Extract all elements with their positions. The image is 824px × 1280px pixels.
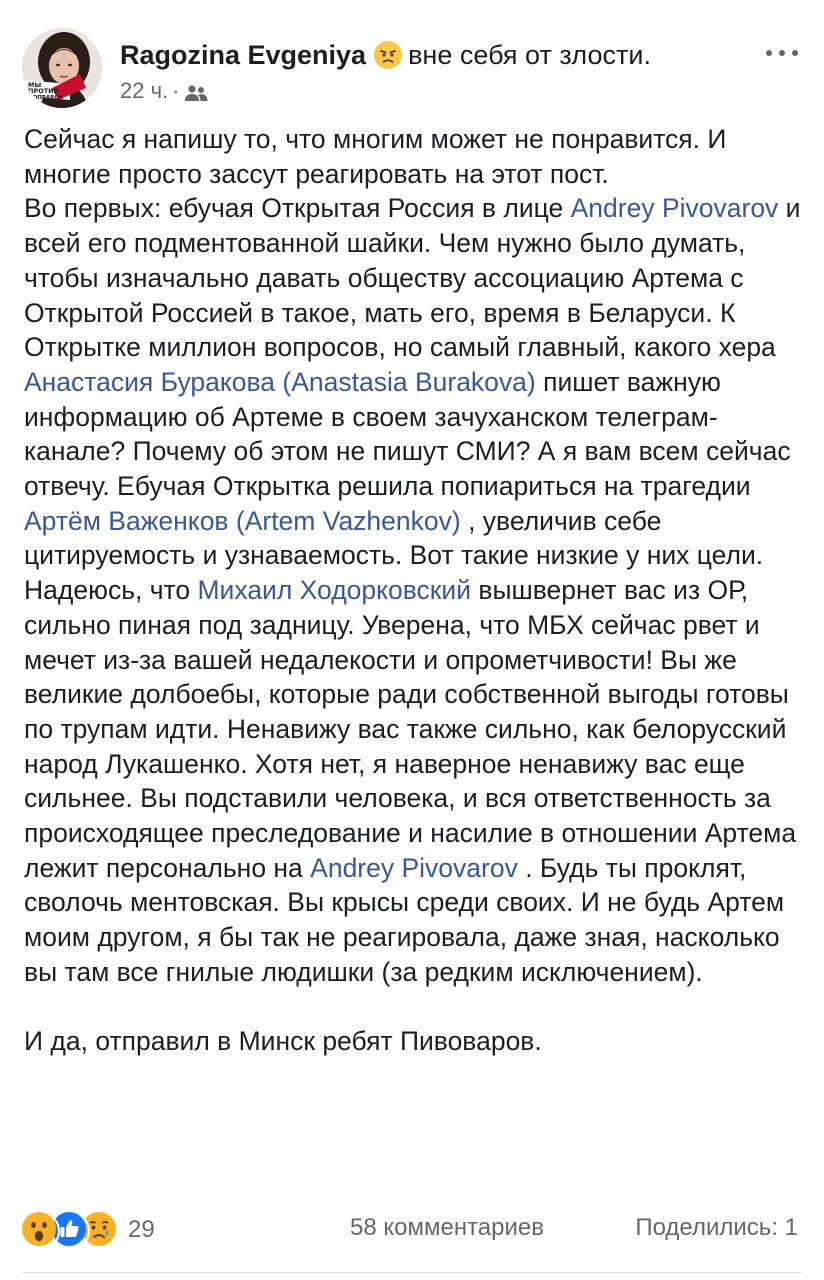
shares-count-link[interactable]: Поделились: 1 (635, 1214, 798, 1241)
post-text-segment: вышвернет вас из ОР, сильно пиная под задницу. Уверена, что МБХ сейчас рвет и мечет из-за вашей недалекости и опрометчивости! Вы же великие долбоебы, которые ради собственной выгоды готовы по трупам идти. Ненавижу вас также сильно, как белорусский народ Лукашенко. Хотя нет, я наверное ненавижу вас еще сильнее. Вы подставили человека, и вся ответственность за происходящее преследование и насилие в отношении Артема лежит персонально на (24, 575, 797, 883)
avatar-image (22, 28, 102, 108)
post-text-segment: Сейчас я напишу то, что многим может не понравится. И многие просто зассут реагировать на этот пост. (24, 124, 727, 189)
post-paragraph (24, 1024, 804, 1059)
post-text-segment: пишет важную информацию об Артеме в своем зачуханском телеграм-канале? Почему об этом не пишут СМИ? А я вам всем сейчас отвечу. Ебучая Открытка решила попиариться на трагедии (24, 366, 791, 502)
mention-link[interactable]: Артём Важенков (Artem Vazhenkov) (24, 505, 461, 536)
mention-link[interactable]: Andrey Pivovarov (310, 852, 518, 883)
post-time[interactable]: 22 ч. (120, 78, 169, 103)
avatar[interactable] (22, 28, 102, 108)
more-options-button[interactable] (764, 42, 800, 62)
more-dot-icon (766, 50, 772, 56)
post-header (22, 28, 802, 108)
angry-emoji-icon (374, 41, 402, 69)
post-meta (120, 78, 208, 108)
friends-icon[interactable] (184, 82, 208, 108)
avatar-badge-line-1: МЫ (28, 81, 42, 89)
wow-reaction-icon (22, 1212, 60, 1250)
post-text-segment: , увеличив себе цитируемость и узнаваемость. Вот такие низкие у них цели. Надеюсь, что (24, 505, 764, 606)
mention-link[interactable]: Анастасия Буракова (Anastasia Burakova) (24, 366, 536, 397)
post-text-segment: . Будь ты проклят, сволочь ментовская. Вы крысы среди своих. И не будь Артем моим другом, я бы так не реагировала, даже зная, насколько вы там все гнилые людишки (за редким исключением). (24, 852, 785, 987)
post-text-segment: и всей его подментованной шайки. Чем нужно было думать, чтобы изначально давать обществу ассоциацию Артема с Открытой Россией в такое, мать его, время в Беларуси. К Открытке миллион вопросов, но самый главный, какого хера (24, 193, 801, 363)
reaction-count[interactable]: 29 (128, 1216, 155, 1243)
post-text (24, 122, 804, 1059)
avatar-badge-line-2: ПРОТИВ (28, 87, 59, 95)
post-paragraph (24, 122, 804, 990)
post-text-segment: Во первых: ебучая Открытая Россия в лице (24, 193, 571, 224)
feeling-text: вне себя от злости. (408, 40, 651, 70)
author-name[interactable]: Ragozina Evgeniya (120, 40, 367, 70)
author-line (120, 40, 651, 71)
avatar-badge-line-3: ПОПРАВОК (28, 95, 64, 101)
post-footer (22, 1210, 802, 1250)
mention-link[interactable]: Andrey Pivovarov (570, 193, 779, 224)
more-dot-icon (792, 50, 798, 56)
footer-divider (22, 1272, 802, 1273)
more-dot-icon (779, 50, 785, 56)
post-text-segment: И да, отправил в Минск ребят Пивоваров. (24, 1026, 542, 1057)
mention-link[interactable]: Михаил Ходорковский (197, 575, 472, 606)
meta-separator: · (172, 78, 180, 103)
comments-count-link[interactable]: 58 комментариев (350, 1214, 545, 1241)
